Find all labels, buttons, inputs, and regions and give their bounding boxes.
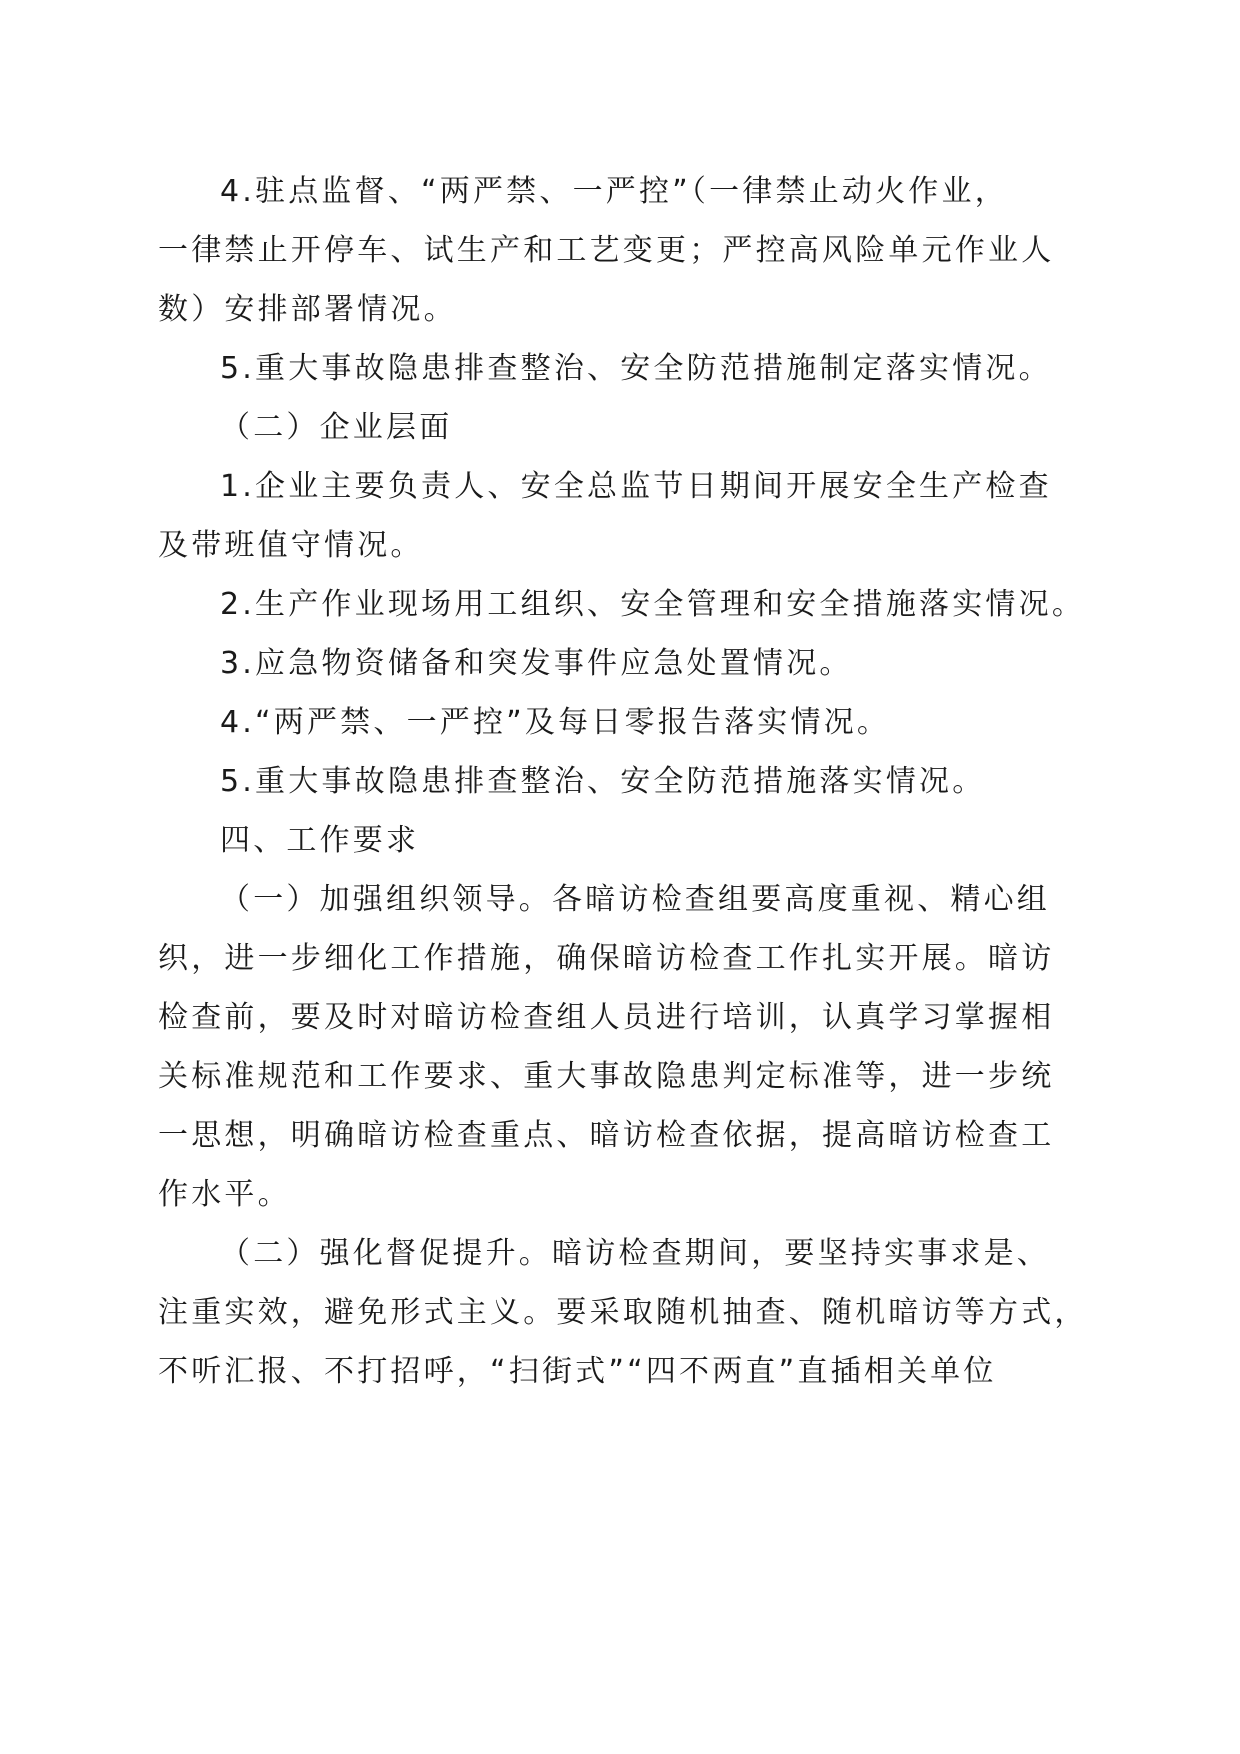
- text-line: （一）加强组织领导。各暗访检查组要高度重视、精心组: [220, 882, 1050, 917]
- text-line: 3.应急物资储备和突发事件应急处置情况。: [220, 646, 853, 681]
- text-line: 一思想，明确暗访检查重点、暗访检查依据，提高暗访检查工: [158, 1118, 1055, 1153]
- text-line: 5.重大事故隐患排查整治、安全防范措施制定落实情况。: [220, 351, 1052, 386]
- text-line: 不听汇报、不打招呼，“扫街式”“四不两直”直插相关单位: [158, 1354, 997, 1389]
- text-line: 4.“两严禁、一严控”及每日零报告落实情况。: [220, 705, 891, 740]
- section-heading: 四、工作要求: [220, 823, 420, 858]
- text-line: 2.生产作业现场用工组织、安全管理和安全措施落实情况。: [220, 587, 1086, 622]
- text-line: 5.重大事故隐患排查整治、安全防范措施落实情况。: [220, 764, 986, 799]
- text-line: 1.企业主要负责人、安全总监节日期间开展安全生产检查: [220, 469, 1052, 504]
- text-line: （二）强化督促提升。暗访检查期间，要坚持实事求是、: [220, 1236, 1050, 1271]
- text-line: 检查前，要及时对暗访检查组人员进行培训，认真学习掌握相: [158, 1000, 1055, 1035]
- text-line: 数）安排部署情况。: [158, 292, 457, 327]
- text-line: 注重实效，避免形式主义。要采取随机抽查、随机暗访等方式，: [158, 1295, 1088, 1330]
- text-line: 关标准规范和工作要求、重大事故隐患判定标准等，进一步统: [158, 1059, 1055, 1094]
- text-line: 及带班值守情况。: [158, 528, 424, 563]
- text-line: 织，进一步细化工作措施，确保暗访检查工作扎实开展。暗访: [158, 941, 1055, 976]
- section-heading: （二）企业层面: [220, 410, 453, 445]
- text-line: 一律禁止开停车、试生产和工艺变更；严控高风险单元作业人: [158, 233, 1055, 268]
- text-line: 作水平。: [158, 1177, 291, 1212]
- text-line: 4.驻点监督、“两严禁、一严控”（一律禁止动火作业，: [220, 174, 1008, 209]
